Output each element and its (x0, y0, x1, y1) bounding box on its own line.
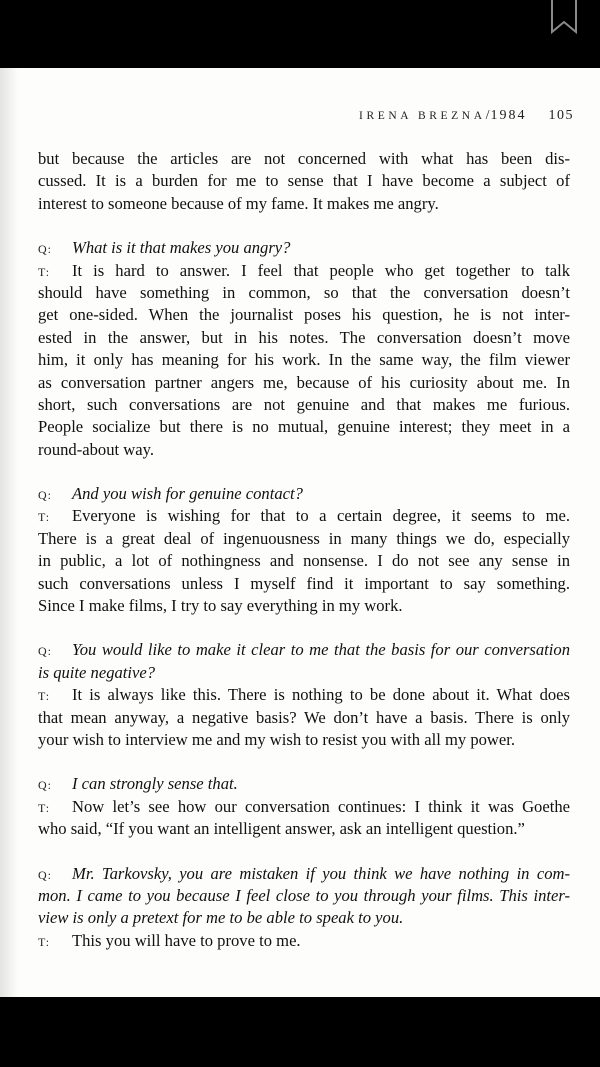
answer-text: This you will have to prove to me. (72, 930, 301, 950)
qa-block-2 (38, 483, 570, 617)
text-line: mon. I came to you because I feel close to you through your films. This inter- (38, 885, 570, 905)
answer-line (38, 684, 570, 706)
text-line: get one-sided. When the journalist poses his question, he is not inter- (38, 305, 570, 325)
paragraph-continuation (38, 148, 570, 215)
question-line (38, 639, 570, 661)
question-label: Q: (38, 488, 52, 503)
text-line: People socialize but there is no mutual, genuine interest; they meet in a (38, 417, 570, 437)
text-line: view is only a pretext for me to be able to speak to you. (38, 908, 404, 928)
qa-block-4 (38, 773, 570, 840)
text-line: such conversations unless I myself find it important to say something. (38, 573, 570, 593)
text-line: as conversation partner angers me, because of his curiosity about me. In (38, 372, 570, 392)
answer-line (38, 505, 570, 527)
answer-line (38, 930, 570, 952)
qa-block-3 (38, 639, 570, 751)
text-line: round-about way. (38, 439, 154, 459)
question-label: Q: (38, 644, 52, 659)
question-text: Mr. Tarkovsky, you are mistaken if you think we have nothing in com- (72, 863, 570, 883)
text-line: should have something in common, so that the conversation doesn’t (38, 282, 570, 302)
answer-label: T: (38, 934, 51, 949)
answer-line (38, 796, 570, 818)
question-text: I can strongly sense that. (72, 774, 238, 794)
text-line: is quite negative? (38, 662, 156, 682)
answer-text: Now let’s see how our conversation continues: I think it was Goethe (72, 796, 570, 816)
top-status-bar (0, 0, 600, 68)
question-label: Q: (38, 867, 52, 882)
answer-text: It is hard to answer. I feel that people who get together to talk (72, 260, 570, 280)
question-text: You would like to make it clear to me that the basis for our conversation (72, 640, 570, 660)
page-number: 105 (548, 108, 574, 123)
bottom-bar (0, 997, 600, 1067)
text-line: short, such conversations are not genuine and that makes me furious. (38, 394, 570, 414)
question-label: Q: (38, 778, 52, 793)
book-page (0, 68, 600, 997)
running-header-author: IRENA BREZNA (359, 110, 486, 122)
question-text: And you wish for genuine contact? (72, 484, 303, 504)
answer-text: Everyone is wishing for that to a certain degree, it seems to me. (72, 506, 570, 526)
question-text: What is it that makes you angry? (72, 238, 291, 258)
text-line: your wish to interview me and my wish to resist you with all my power. (38, 729, 516, 749)
question-line (38, 773, 570, 795)
text-line: There is a great deal of ingenuousness in many things we do, especially (38, 528, 570, 548)
answer-text: It is always like this. There is nothing to be done about it. What does (72, 685, 570, 705)
qa-block-1 (38, 237, 570, 461)
bookmark-icon[interactable] (550, 0, 578, 34)
text-line: in public, a lot of nothingness and nonsense. I do not see any sense in (38, 551, 570, 571)
answer-line (38, 260, 570, 282)
question-line (38, 483, 570, 505)
answer-label: T: (38, 510, 51, 525)
question-label: Q: (38, 242, 52, 257)
text-line: interest to someone because of my fame. It makes me angry. (38, 193, 439, 213)
text-line: cussed. It is a burden for me to sense that I have become a subject of (38, 171, 570, 191)
text-line: but because the articles are not concerned with what has been dis- (38, 149, 570, 168)
page-body (38, 148, 570, 974)
running-header-year: 1984 (490, 108, 527, 123)
text-line: that mean anyway, a negative basis? We don’t have a basis. There is only (38, 707, 570, 727)
text-line: Since I make films, I try to say everything in my work. (38, 596, 403, 616)
question-line (38, 863, 570, 885)
question-line (38, 237, 570, 259)
text-line: ested in the answer, but in his notes. The conversation doesn’t move (38, 327, 570, 347)
answer-label: T: (38, 800, 51, 815)
running-header (359, 108, 574, 124)
qa-block-5 (38, 863, 570, 953)
text-line: him, it only has meaning for his work. In the same way, the film viewer (38, 350, 570, 370)
answer-label: T: (38, 264, 51, 279)
answer-label: T: (38, 689, 51, 704)
running-header-separator: / (485, 108, 491, 123)
text-line: who said, “If you want an intelligent answer, ask an intelligent question.” (38, 819, 525, 839)
